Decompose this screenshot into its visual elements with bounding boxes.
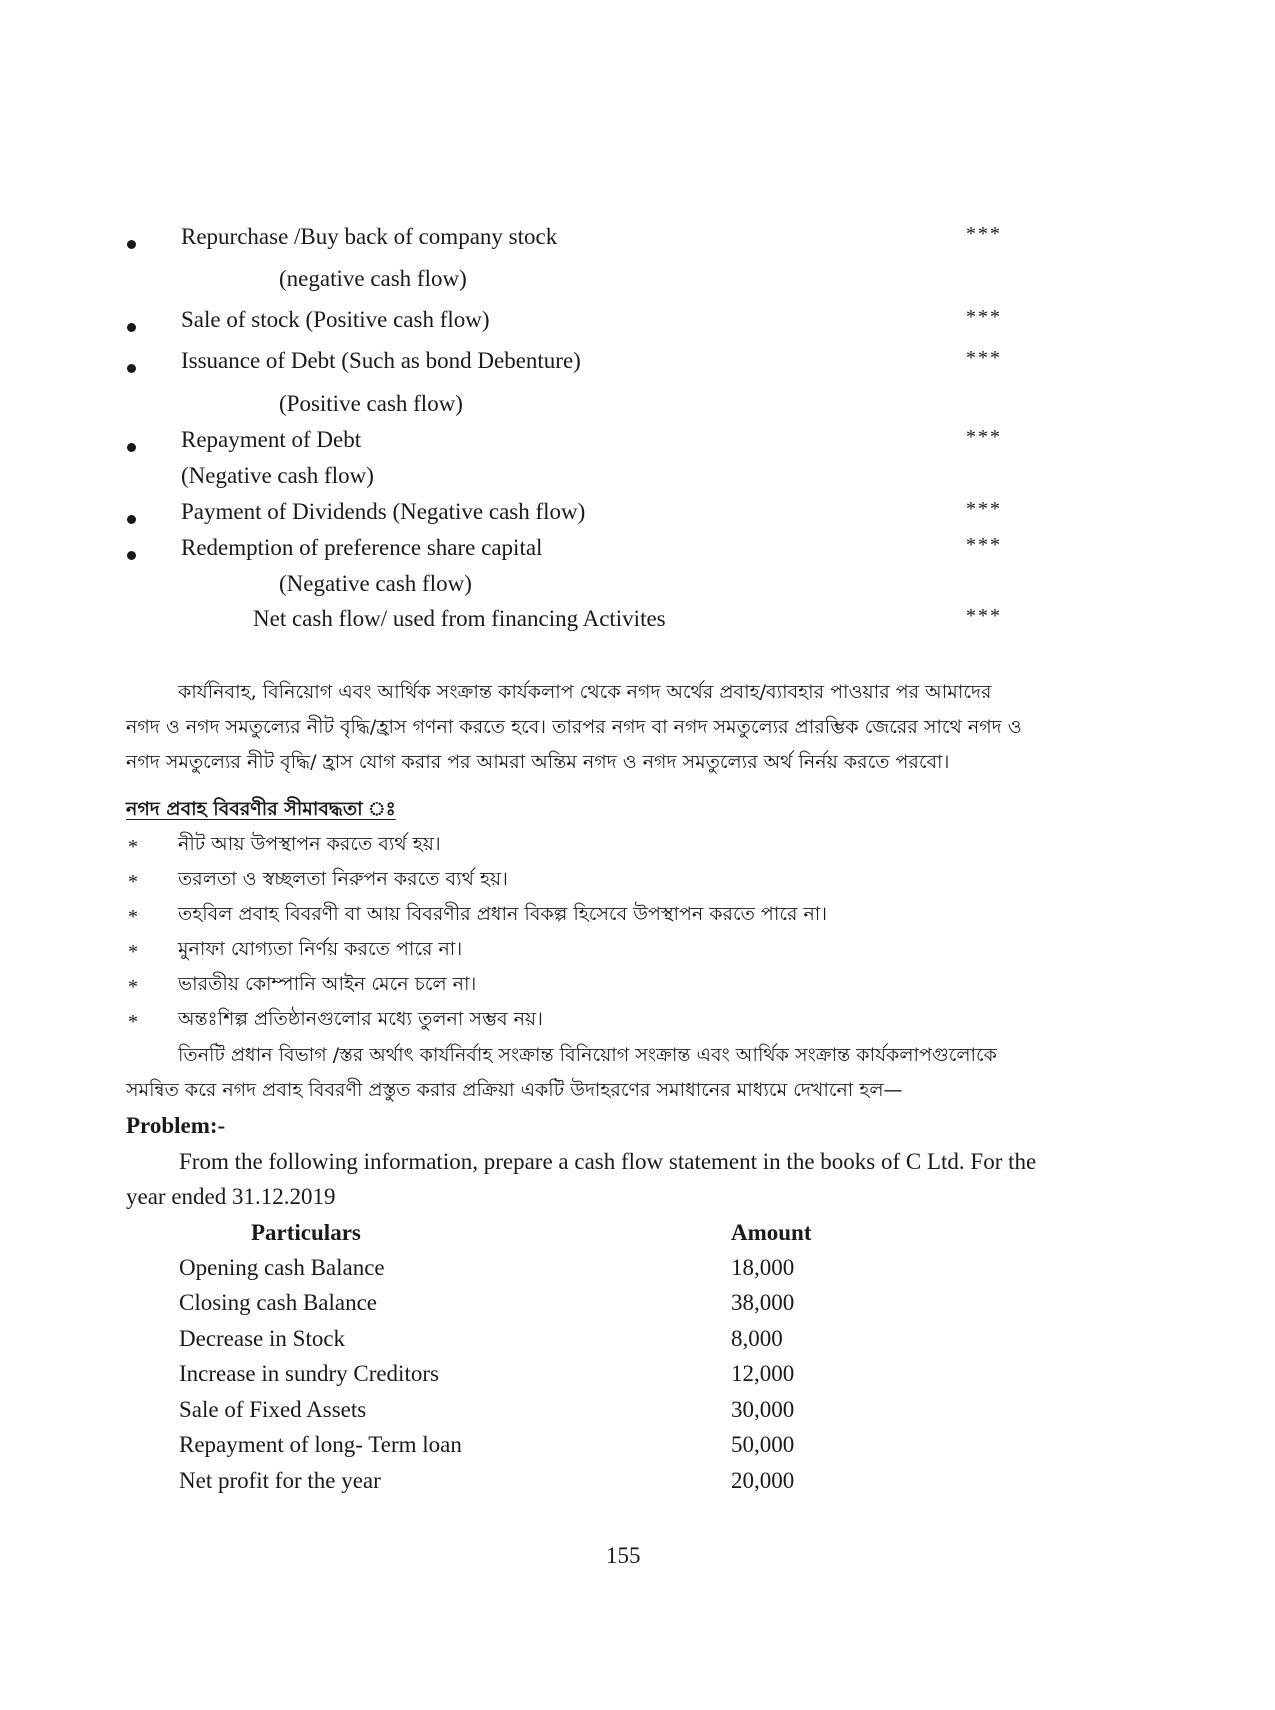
financing-item-note: (Negative cash flow) (181, 463, 374, 488)
financing-total-amount: *** (966, 605, 1002, 627)
asterisk-marker: * (128, 976, 138, 998)
financing-total: Net cash flow/ used from financing Activites (253, 606, 666, 631)
financing-item: Repurchase /Buy back of company stock (181, 224, 558, 249)
paragraph-line: নগদ সমতুল্যের নীট বৃদ্ধি/ হ্রাস যোগ করার পর আমরা অন্তিম নগদ ও নগদ সমতুল্যের অর্থ নির্নয় করতে পরবো। (126, 751, 950, 773)
asterisk-marker: * (128, 941, 138, 963)
financing-amount: *** (966, 498, 1002, 520)
financing-item-note: (Positive cash flow) (279, 391, 463, 416)
paragraph-line: নগদ ও নগদ সমতুল্যের নীট বৃদ্ধি/হ্রাস গণনা করতে হবে। তারপর নগদ বা নগদ সমতুল্যের প্রারম্ভিক জেরের সাথে নগদ ও (126, 716, 1022, 738)
table-row-particular: Net profit for the year (179, 1468, 381, 1493)
asterisk-marker: * (128, 906, 138, 928)
table-row-amount: 50,000 (731, 1432, 795, 1457)
asterisk-marker: * (128, 836, 138, 858)
paragraph-line: কার্যনিবাহ, বিনিয়োগ এবং আর্থিক সংক্রান্ত কার্যকলাপ থেকে নগদ অর্থের প্রবাহ/ব্যাবহার পাওয়ার পর আমাদের (178, 681, 992, 703)
table-row-amount: 38,000 (731, 1290, 795, 1315)
table-row-amount: 12,000 (731, 1361, 795, 1386)
bullet-icon (127, 364, 136, 373)
bullet-icon (127, 323, 136, 332)
asterisk-marker: * (128, 871, 138, 893)
bullet-icon (127, 551, 136, 560)
financing-amount: *** (966, 426, 1002, 448)
limitation-item: তরলতা ও স্বচ্ছলতা নিরুপন করতে ব্যর্থ হয়। (178, 868, 508, 890)
table-row-particular: Sale of Fixed Assets (179, 1397, 367, 1422)
intro-line: সমন্বিত করে নগদ প্রবাহ বিবরণী প্রস্তুত করার প্রক্রিয়া একটি উদাহরণের সমাধানের মাধ্যমে দেখানো হল— (126, 1079, 903, 1101)
financing-amount: *** (966, 223, 1002, 245)
financing-item: Sale of stock (Positive cash flow) (181, 307, 490, 332)
financing-item: Payment of Dividends (Negative cash flow) (181, 499, 586, 524)
asterisk-marker: * (128, 1011, 138, 1033)
table-row-particular: Closing cash Balance (179, 1290, 378, 1315)
bullet-icon (127, 515, 136, 524)
financing-item: Redemption of preference share capital (181, 535, 543, 560)
table-row-particular: Increase in sundry Creditors (179, 1361, 439, 1386)
intro-line: তিনটি প্রধান বিভাগ /স্তর অর্থাৎ কার্যনির্বাহ সংক্রান্ত বিনিয়োগ সংক্রান্ত এবং আর্থিক সংক্রান্ত কার্যকলাপগুলোকে (178, 1044, 997, 1066)
column-header-amount: Amount (731, 1220, 812, 1245)
table-row-amount: 8,000 (731, 1326, 783, 1351)
limitation-item: অন্তঃশিল্প প্রতিষ্ঠানগুলোর মধ্যে তুলনা সম্ভব নয়। (178, 1008, 543, 1030)
table-row-amount: 30,000 (731, 1397, 795, 1422)
financing-amount: *** (966, 534, 1002, 556)
limitations-heading: নগদ প্রবাহ বিবরণীর সীমাবদ্ধতা ঃ (126, 798, 396, 820)
table-row-particular: Opening cash Balance (179, 1255, 385, 1280)
problem-text-line: From the following information, prepare a cash flow statement in the books of C Ltd. For the (179, 1149, 1037, 1174)
limitation-item: তহবিল প্রবাহ বিবরণী বা আয় বিবরণীর প্রধান বিকল্প হিসেবে উপস্থাপন করতে পারে না। (178, 903, 828, 925)
financing-item-note: (Negative cash flow) (279, 571, 472, 596)
table-row-particular: Decrease in Stock (179, 1326, 346, 1351)
table-row-amount: 18,000 (731, 1255, 795, 1280)
financing-item: Issuance of Debt (Such as bond Debenture) (181, 348, 581, 373)
financing-item-note: (negative cash flow) (279, 266, 467, 291)
financing-amount: *** (966, 347, 1002, 369)
financing-item: Repayment of Debt (181, 427, 362, 452)
table-row-particular: Repayment of long- Term loan (179, 1432, 462, 1457)
limitation-item: নীট আয় উপস্থাপন করতে ব্যর্থ হয়। (178, 833, 441, 855)
column-header-particulars: Particulars (251, 1220, 361, 1245)
problem-heading: Problem:- (126, 1113, 226, 1138)
bullet-icon (127, 240, 136, 249)
bullet-icon (127, 443, 136, 452)
limitation-item: মুনাফা যোগ্যতা নির্ণয় করতে পারে না। (178, 938, 463, 960)
problem-text-line: year ended 31.12.2019 (126, 1184, 336, 1209)
limitation-item: ভারতীয় কোম্পানি আইন মেনে চলে না। (178, 973, 477, 995)
page-number: 155 (606, 1543, 641, 1568)
financing-amount: *** (966, 306, 1002, 328)
table-row-amount: 20,000 (731, 1468, 795, 1493)
